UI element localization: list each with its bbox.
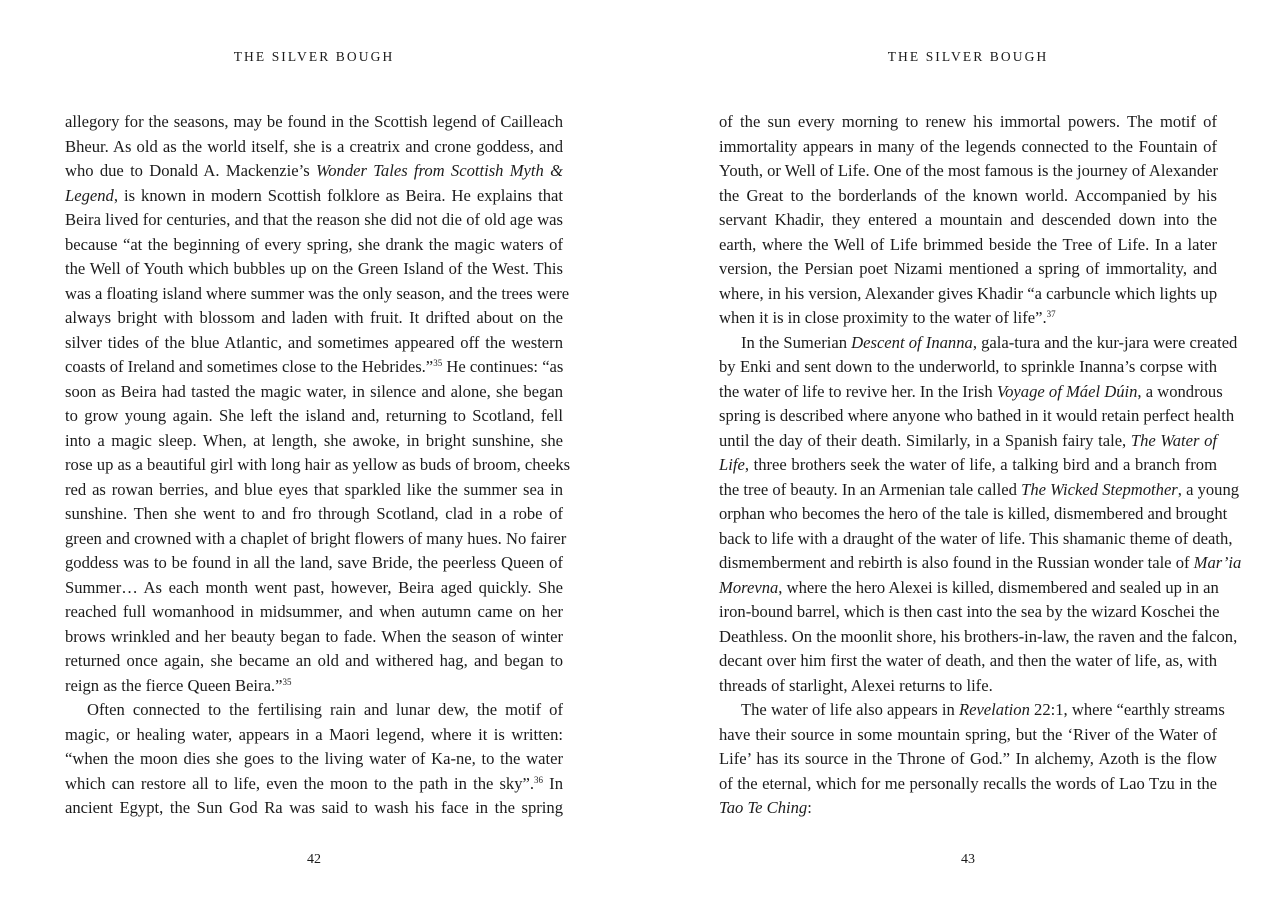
line-text: goddess was to be found in all the land, save Bride, the peerless Queen of: [65, 553, 563, 572]
line-text: , is known in modern Scottish folklore as Beira. He explains that: [113, 185, 563, 205]
line-text: green and crowned with a chaplet of bright flowers of many hues. No fairer: [65, 528, 567, 548]
italic-title: Voyage of Máel Dúin: [996, 381, 1138, 401]
line-text: back to life with a draught of the water of life. This shamanic theme of death,: [719, 528, 1233, 548]
line-text: threads of starlight, Alexei returns to life.: [719, 675, 993, 695]
text-line: [719, 600, 1220, 625]
line-text: to grow young again. She left the island and, returning to Scotland, fell: [65, 406, 563, 425]
text-line: [65, 404, 563, 429]
page-number: 42: [307, 852, 321, 867]
line-text: Summer… As each month went past, however, Beira aged quickly. She: [65, 577, 563, 597]
text-line: [65, 796, 563, 821]
text-line: [65, 380, 563, 405]
italic-title: The Wicked Stepmother: [1021, 479, 1178, 499]
text-line: [719, 453, 1217, 478]
text-line: [719, 257, 1217, 282]
text-line: [65, 723, 563, 748]
running-head: THE SILVER BOUGH: [233, 49, 395, 64]
text-line: [719, 110, 1217, 135]
line-text: In: [543, 773, 563, 793]
text-line: [719, 233, 1217, 258]
line-text: 22:1, where “earthly streams: [1029, 700, 1225, 719]
text-line: [65, 306, 563, 331]
line-text: until the day of their death. Similarly, in a Spanish fairy tale,: [719, 430, 1131, 450]
text-line: [719, 380, 1223, 405]
line-text: Youth, or Well of Life. One of the most famous is the journey of Alexander: [719, 161, 1219, 180]
left-page: [65, 0, 571, 906]
line-text: always bright with blossom and laden with fruit. It drifted about on the: [65, 308, 563, 327]
text-line: [65, 747, 563, 772]
line-text: Life’ has its source in the Throne of God.” In alchemy, Azoth is the flow: [719, 749, 1217, 768]
body-text: [719, 110, 1242, 821]
line-text: reign as the fierce Queen Beira.”: [65, 675, 283, 695]
line-text: , three brothers seek the water of life, a talking bird and a branch from: [744, 455, 1217, 474]
line-text: into a magic sleep. When, at length, she awoke, in bright sunshine, she: [65, 430, 563, 450]
text-line: [65, 698, 563, 723]
line-text: spring is described where anyone who bathed in it would retain perfect health: [719, 406, 1235, 425]
text-line: [65, 478, 563, 503]
text-line: [719, 159, 1217, 184]
line-text: earth, where the Well of Life brimmed beside the Tree of Life. In a later: [719, 234, 1217, 254]
text-line: [65, 625, 563, 650]
line-text: In the Sumerian: [741, 332, 852, 352]
line-text: soon as Beira had tasted the magic water, in silence and alone, she began: [65, 381, 563, 401]
line-text: coasts of Ireland and sometimes close to the Hebrides.”: [65, 357, 434, 376]
line-text: servant Khadir, they entered a mountain and descended down into the: [719, 210, 1217, 229]
line-text: orphan who becomes the hero of the tale is killed, dismembered and brought: [719, 504, 1228, 523]
line-text: dismemberment and rebirth is also found in the Russian wonder tale of: [719, 553, 1194, 572]
text-line: [65, 453, 571, 478]
italic-title: Descent of Inanna: [851, 332, 973, 352]
line-text: He continues: “as: [442, 357, 564, 376]
line-text: of the sun every morning to renew his immortal powers. The motif of: [719, 112, 1217, 131]
line-text: by Enki and sent down to the underworld, to sprinkle Inanna’s corpse with: [719, 357, 1217, 376]
text-line: [65, 551, 563, 576]
italic-title: Mar’ia: [1193, 553, 1242, 572]
text-line: [65, 257, 563, 282]
running-head: THE SILVER BOUGH: [887, 49, 1049, 64]
text-line: [719, 772, 1217, 797]
line-text: immortality appears in many of the legends connected to the Fountain of: [719, 136, 1217, 156]
text-line: [65, 282, 570, 307]
line-text: because “at the beginning of every spring, she drank the magic waters of: [65, 234, 563, 254]
line-text: :: [807, 798, 812, 817]
text-line: [65, 208, 563, 233]
text-line: [65, 502, 563, 527]
text-line: [719, 208, 1217, 233]
line-text: , where the hero Alexei is killed, dismembered and sealed up in an: [778, 577, 1219, 597]
line-text: “when the moon dies she goes to the living water of Ka-ne, to the water: [65, 749, 563, 768]
line-text: , gala-tura and the kur-jara were created: [972, 332, 1238, 352]
body-text: [65, 110, 571, 821]
line-text: have their source in some mountain spring, but the ‘River of the Water of: [719, 724, 1217, 744]
line-text: ancient Egypt, the Sun God Ra was said to wash his face in the spring: [65, 798, 563, 817]
footnote-ref: 35: [433, 358, 443, 368]
text-line: [719, 135, 1217, 160]
text-line: [719, 625, 1238, 650]
line-text: sunshine. Then she went to and fro through Scotland, clad in a robe of: [65, 504, 563, 523]
line-text: Often connected to the fertilising rain and lunar dew, the motif of: [87, 700, 563, 719]
line-text: , a young: [1177, 479, 1240, 499]
text-line: [65, 233, 563, 258]
text-line: [719, 331, 1238, 356]
text-line: [65, 576, 563, 601]
italic-title: Wonder Tales from Scottish Myth &: [315, 161, 563, 180]
page-number: 43: [961, 852, 975, 867]
line-text: iron-bound barrel, which is then cast into the sea by the wizard Koschei the: [719, 602, 1220, 621]
text-line: [719, 698, 1225, 723]
italic-title: Tao Te Ching: [719, 798, 808, 817]
text-line: [65, 674, 563, 699]
text-line: [719, 184, 1217, 209]
line-text: decant over him first the water of death, and then the water of life, as, with: [719, 651, 1217, 670]
text-line: [719, 796, 1217, 821]
italic-title: The Water of: [1130, 430, 1218, 450]
line-text: rose up as a beautiful girl with long hair as yellow as buds of broom, cheeks: [65, 455, 571, 474]
text-line: [65, 331, 563, 356]
text-line: [719, 576, 1217, 601]
line-text: when it is in close proximity to the water of life”.: [719, 308, 1047, 327]
footnote-ref: 37: [1046, 309, 1056, 319]
line-text: which can restore all to life, even the moon to the path in the sky”.: [65, 773, 535, 793]
italic-title: Legend: [65, 185, 114, 205]
line-text: magic, or healing water, appears in a Maori legend, where it is written:: [65, 724, 563, 744]
line-text: Bheur. As old as the world itself, she is a creatrix and crone goddess, and: [65, 136, 563, 156]
text-line: [719, 674, 1217, 699]
line-text: Deathless. On the moonlit shore, his brothers-in-law, the raven and the falcon,: [719, 626, 1238, 646]
text-line: [65, 527, 567, 552]
text-line: [719, 355, 1217, 380]
line-text: allegory for the seasons, may be found in the Scottish legend of Cailleach: [65, 112, 563, 131]
line-text: returned once again, she became an old and withered hag, and began to: [65, 651, 563, 670]
text-line: [719, 404, 1235, 429]
line-text: The water of life also appears in: [741, 700, 959, 719]
text-line: [65, 135, 563, 160]
text-line: [65, 649, 563, 674]
text-line: [719, 502, 1228, 527]
line-text: reached full womanhood in midsummer, and when autumn came on her: [65, 602, 563, 621]
text-line: [65, 355, 563, 380]
footnote-ref: 35: [282, 676, 292, 687]
line-text: where, in his version, Alexander gives Khadir “a carbuncle which lights up: [719, 283, 1218, 303]
right-page: [719, 0, 1242, 906]
text-line: [719, 551, 1242, 576]
text-line: [719, 306, 1217, 331]
text-line: [65, 159, 563, 184]
text-line: [719, 429, 1217, 454]
footnote-ref: 36: [534, 774, 544, 785]
line-text: , a wondrous: [1137, 381, 1223, 401]
line-text: silver tides of the blue Atlantic, and sometimes appeared off the western: [65, 332, 563, 352]
line-text: version, the Persian poet Nizami mentioned a spring of immortality, and: [719, 259, 1217, 278]
text-line: [719, 282, 1217, 307]
line-text: the water of life to revive her. In the Irish: [719, 381, 997, 401]
text-line: [719, 527, 1233, 552]
line-text: the tree of beauty. In an Armenian tale called: [719, 479, 1022, 499]
line-text: red as rowan berries, and blue eyes that sparkled like the summer sea in: [65, 479, 563, 499]
line-text: the Great to the borderlands of the known world. Accompanied by his: [719, 185, 1217, 205]
text-line: [719, 747, 1217, 772]
line-text: of the eternal, which for me personally recalls the words of Lao Tzu in the: [719, 773, 1217, 793]
line-text: the Well of Youth which bubbles up on the Green Island of the West. This: [65, 259, 563, 278]
text-line: [65, 110, 563, 135]
line-text: Beira lived for centuries, and that the reason she did not die of old age was: [65, 210, 563, 229]
text-line: [65, 772, 563, 797]
italic-title: Life: [719, 455, 745, 474]
text-line: [65, 429, 563, 454]
italic-title: Revelation: [958, 700, 1030, 719]
line-text: who due to Donald A. Mackenzie’s: [65, 161, 316, 180]
text-line: [65, 600, 563, 625]
line-text: brows wrinkled and her beauty began to fade. When the season of winter: [65, 626, 563, 646]
text-line: [719, 649, 1217, 674]
text-line: [719, 723, 1217, 748]
text-line: [65, 184, 563, 209]
text-line: [719, 478, 1240, 503]
italic-title: Morevna: [719, 577, 779, 597]
line-text: was a floating island where summer was the only season, and the trees were: [65, 283, 570, 303]
